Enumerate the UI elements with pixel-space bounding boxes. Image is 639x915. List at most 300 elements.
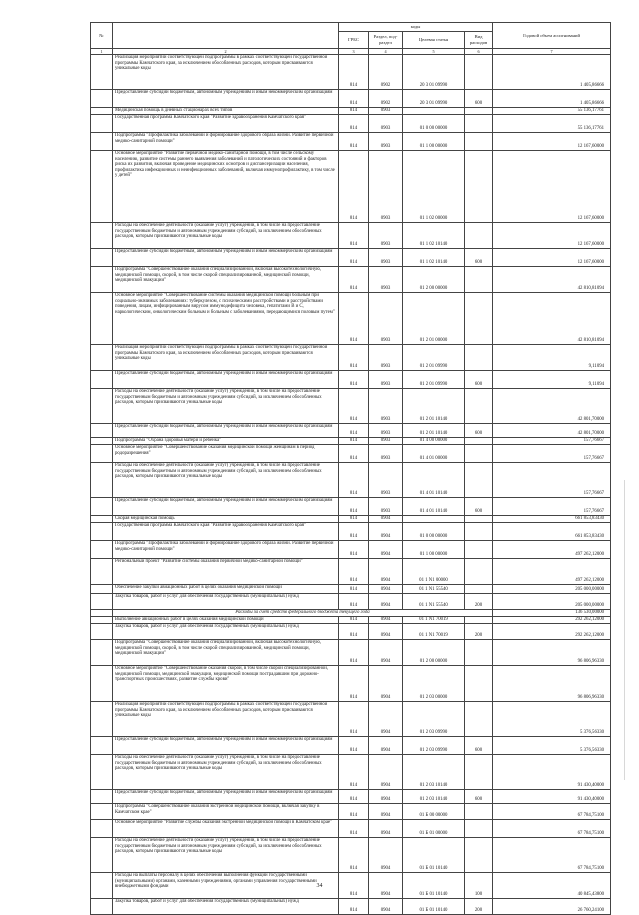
- cell-name: Основное мероприятие "Совершенствование оказания медицинской помощи женщинам в период родоразрешения": [113, 445, 339, 463]
- cell-amount: 157,76667: [493, 463, 611, 498]
- cell-name: Предоставление субсидий бюджетным, автономным учреждениям и иным некоммерческим организациям: [113, 371, 339, 389]
- cell-razdel: 0903: [369, 424, 403, 438]
- header-razdel: Раздел, под-раздел: [369, 32, 403, 49]
- cell-name: Основное мероприятие "Совершенствование оказания скорой, в том числе скорой специализированной, медицинской помощи, медицинской эвакуации, медицинской помощи пострадавшим при дорожно-транспортных происшествиях, развитие службы крови": [113, 666, 339, 702]
- cell-vid: [465, 585, 493, 594]
- cell-vid: [465, 151, 493, 223]
- cell-name: Расходы на обеспечение деятельности (оказание услуг) учреждений, в том числе на предоставление государственным бюджетным и автономным учреждениям субсидий, за исключением обособленных расходов, которым присваиваются уникальные коды: [113, 223, 339, 249]
- cell-vid: [465, 640, 493, 666]
- table-row: [91, 737, 611, 755]
- table-row: [91, 559, 611, 585]
- cell-grbs: 814: [339, 371, 369, 389]
- cell-razdel: 0903: [369, 267, 403, 293]
- cell-razdel: 0904: [369, 838, 403, 873]
- cell-amount: 12 167,60000: [493, 249, 611, 267]
- cell-grbs: 814: [339, 445, 369, 463]
- cell-vid: 600: [465, 90, 493, 108]
- cell-amount: 5 376,56330: [493, 702, 611, 737]
- cell-vid: [465, 223, 493, 249]
- cell-celevaya: 01 Б 00 00000: [403, 804, 465, 820]
- table-header: [91, 23, 611, 55]
- cell-num: [91, 755, 113, 790]
- cell-name: Подпрограмма "Совершенствование оказания специализированной, включая высокотехнологичную, медицинской помощи, скорой, в том числе скорой специализированной, медицинской помощи, медицинской эвакуации": [113, 640, 339, 666]
- cell-name: Закупка товаров, работ и услуг для обеспечения государственных (муниципальных) нужд: [113, 594, 339, 610]
- cell-grbs: 814: [339, 90, 369, 108]
- cell-num: [91, 133, 113, 151]
- cell-razdel: 0904: [369, 516, 403, 523]
- cell-celevaya: 01 2 03 00000: [403, 666, 465, 702]
- cell-razdel: 0903: [369, 445, 403, 463]
- cell-razdel: 0903: [369, 438, 403, 445]
- cell-name: Закупка товаров, работ и услуг для обеспечения государственных (муниципальных) нужд: [113, 624, 339, 640]
- cell-vid: [465, 516, 493, 523]
- cell-grbs: 814: [339, 617, 369, 624]
- cell-num: [91, 523, 113, 541]
- header-num: №: [91, 23, 113, 49]
- cell-name: Реализация мероприятий соответствующей подпрограммы в рамках соответствующей государственной программы Камчатского края, за исключением обособленных расходов, которым присваиваются уникальные коды: [113, 55, 339, 90]
- cell-amount: 12 167,60000: [493, 223, 611, 249]
- cell-celevaya: 01 1 00 00000: [403, 133, 465, 151]
- cell-name: Обеспечение закупки авиационных работ в целях оказания медицинской помощи: [113, 585, 339, 594]
- cell-razdel: 0903: [369, 389, 403, 424]
- cell-vid: 600: [465, 249, 493, 267]
- cell-num: [91, 702, 113, 737]
- cell-celevaya: [403, 108, 465, 115]
- cell-amount: 205 000,00000: [493, 594, 611, 610]
- cell-celevaya: 01 0 00 00000: [403, 523, 465, 541]
- cell-vid: [465, 523, 493, 541]
- cell-celevaya: 01 1 02 00000: [403, 151, 465, 223]
- header-celevaya: Целевая статья: [403, 32, 465, 49]
- cell-celevaya: 01 1 N1 00000: [403, 559, 465, 585]
- cell-celevaya: 01 1 00 00000: [403, 541, 465, 559]
- cell-vid: 600: [465, 737, 493, 755]
- cell-amount: 1 405,86666: [493, 55, 611, 90]
- cell-amount: 205 000,00000: [493, 585, 611, 594]
- table-row: [91, 293, 611, 345]
- cell-amount: 67 784,75100: [493, 804, 611, 820]
- cell-amount: 42 801,70000: [493, 389, 611, 424]
- cell-razdel: 0904: [369, 755, 403, 790]
- cell-amount: 67 784,75100: [493, 838, 611, 873]
- cell-num: [91, 389, 113, 424]
- table-row: [91, 702, 611, 737]
- cell-grbs: 814: [339, 838, 369, 873]
- cell-grbs: 814: [339, 267, 369, 293]
- cell-razdel: 0904: [369, 804, 403, 820]
- cell-amount: 42 810,81094: [493, 293, 611, 345]
- table-row: [91, 804, 611, 820]
- cell-num: [91, 90, 113, 108]
- cell-name: Основное мероприятие "Совершенствование системы оказания медицинской помощи больным при социально-значимых заболеваниях: туберкулезом, с психическими расстройствами и расстройствами поведения, лицам, инфицированным вирусом иммунодефицита человека, гепатитами В и С, наркологическим, онкологическим больным и больным с заболеваниями, передающимися половым путем": [113, 293, 339, 345]
- cell-grbs: 814: [339, 559, 369, 585]
- cell-celevaya: 01 2 01 00000: [403, 293, 465, 345]
- cell-celevaya: 01 2 01 10140: [403, 389, 465, 424]
- cell-num: [91, 640, 113, 666]
- table-row: [91, 666, 611, 702]
- cell-name: Медицинская помощь в дневных стационарах всех типов: [113, 108, 339, 115]
- table-row: [91, 640, 611, 666]
- cell-grbs: 814: [339, 293, 369, 345]
- cell-celevaya: 01 1 N1 70019: [403, 617, 465, 624]
- cell-num: [91, 594, 113, 610]
- table-row: [91, 899, 611, 915]
- cell-name: Предоставление субсидий бюджетным, автономным учреждениям и иным некоммерческим организациям: [113, 90, 339, 108]
- cell-name: Реализация мероприятий соответствующей подпрограммы в рамках соответствующей государственной программы Камчатского края, за исключением обособленных расходов, которым присваиваются уникальные коды: [113, 345, 339, 371]
- cell-grbs: 814: [339, 523, 369, 541]
- cell-num: [91, 498, 113, 516]
- cell-razdel: 0904: [369, 820, 403, 838]
- cell-amount: 42 810,81094: [493, 267, 611, 293]
- cell-celevaya: 01 1 02 10140: [403, 249, 465, 267]
- cell-grbs: 814: [339, 755, 369, 790]
- header-amount: Годовой объем ассигнований: [493, 23, 611, 49]
- cell-amount: 96 806,96330: [493, 666, 611, 702]
- cell-celevaya: 01 Б 01 10140: [403, 838, 465, 873]
- cell-celevaya: 01 2 03 09990: [403, 737, 465, 755]
- table-body: [91, 55, 611, 915]
- cell-name: Региональный проект "Развитие системы оказания первичной медико-санитарной помощи": [113, 559, 339, 585]
- cell-name: Подпрограмма "Охрана здоровья матери и ребенка": [113, 438, 339, 445]
- cell-razdel: 0904: [369, 873, 403, 899]
- cell-razdel: 0903: [369, 108, 403, 115]
- table-row: [91, 108, 611, 115]
- cell-name: Расходы на обеспечение деятельности (оказание услуг) учреждений, в том числе на предоставление государственным бюджетным и автономным учреждениям субсидий, за исключением обособленных расходов, которым присваиваются уникальные коды: [113, 755, 339, 790]
- cell-vid: 100: [465, 873, 493, 899]
- table-row: [91, 755, 611, 790]
- cell-vid: 600: [465, 371, 493, 389]
- cell-name: Предоставление субсидий бюджетным, автономным учреждениям и иным некоммерческим организациям: [113, 498, 339, 516]
- cell-grbs: 814: [339, 702, 369, 737]
- cell-razdel: 0903: [369, 223, 403, 249]
- table-row: [91, 820, 611, 838]
- cell-celevaya: 01 Б 01 10140: [403, 873, 465, 899]
- cell-vid: [465, 541, 493, 559]
- table-row: [91, 624, 611, 640]
- cell-razdel: 0903: [369, 498, 403, 516]
- cell-amount: 292 262,12000: [493, 617, 611, 624]
- cell-num: [91, 345, 113, 371]
- header-codes: коды: [339, 23, 493, 32]
- cell-vid: [465, 463, 493, 498]
- table-row: [91, 790, 611, 804]
- table-row: [91, 55, 611, 90]
- table-row: [91, 133, 611, 151]
- cell-celevaya: 01 2 00 00000: [403, 267, 465, 293]
- cell-vid: [465, 389, 493, 424]
- table-row: [91, 249, 611, 267]
- col-number: 2: [113, 49, 339, 55]
- cell-grbs: 814: [339, 594, 369, 610]
- cell-grbs: 814: [339, 624, 369, 640]
- cell-name: Расходы на выплаты персоналу в целях обеспечения выполнения функций государственными (муниципальными) органами, казенными учреждениями, органами управления государственными внебюджетными фондами: [113, 873, 339, 899]
- cell-grbs: 814: [339, 640, 369, 666]
- table-row: [91, 498, 611, 516]
- col-number: 4: [369, 49, 403, 55]
- cell-grbs: 814: [339, 438, 369, 445]
- cell-name: Подпрограмма "Профилактика заболеваний и формирование здорового образа жизни. Развитие первичной медико-санитарной помощи": [113, 133, 339, 151]
- header-name: [113, 23, 339, 49]
- cell-num: [91, 115, 113, 133]
- cell-celevaya: 01 1 N1 70019: [403, 624, 465, 640]
- cell-name: Скорая медицинская помощь: [113, 516, 339, 523]
- col-number: 7: [493, 49, 611, 55]
- table-row: [91, 90, 611, 108]
- cell-grbs: 814: [339, 345, 369, 371]
- cell-amount: 40 845,43800: [493, 873, 611, 899]
- cell-name: Предоставление субсидий бюджетным, автономным учреждениям и иным некоммерческим организациям: [113, 249, 339, 267]
- table-row: [91, 345, 611, 371]
- cell-amount: 26 760,24100: [493, 899, 611, 915]
- cell-vid: [465, 820, 493, 838]
- cell-num: [91, 899, 113, 915]
- cell-amount: 157,76667: [493, 498, 611, 516]
- cell-celevaya: 01 0 00 00000: [403, 115, 465, 133]
- cell-num: [91, 463, 113, 498]
- cell-name: Закупка товаров, работ и услуг для обеспечения государственных (муниципальных) нужд: [113, 899, 339, 915]
- cell-amount: 12 167,60000: [493, 151, 611, 223]
- cell-num: [91, 516, 113, 523]
- cell-celevaya: 01 2 01 09990: [403, 345, 465, 371]
- table-row: [91, 267, 611, 293]
- cell-num: [91, 541, 113, 559]
- cell-grbs: 814: [339, 820, 369, 838]
- table-row: [91, 223, 611, 249]
- cell-amount: 497 262,12000: [493, 541, 611, 559]
- cell-num: [91, 267, 113, 293]
- cell-name: Выполнение авиационных работ в целях оказания медицинской помощи: [113, 617, 339, 624]
- budget-note: Расходы за счет средств федерального бюджета текущего года: [113, 610, 493, 617]
- cell-razdel: 0904: [369, 737, 403, 755]
- col-number: 3: [339, 49, 369, 55]
- cell-name: Предоставление субсидий бюджетным, автономным учреждениям и иным некоммерческим организациям: [113, 424, 339, 438]
- cell-vid: 600: [465, 790, 493, 804]
- cell-name: Основное мероприятие "Развитие первичной медико-санитарной помощи, в том числе сельскому населению, развитие системы раннего выявления заболеваний и патологических состояний и факторов риска их развития, включая проведение медицинских осмотров и диспансеризации населения, профилактика инфекционных и неинфекционных заболеваний, включая иммунопрофилактику, в том числе у детей": [113, 151, 339, 223]
- cell-vid: [465, 702, 493, 737]
- cell-grbs: 814: [339, 541, 369, 559]
- table-row: [91, 389, 611, 424]
- cell-celevaya: 01 2 01 10140: [403, 424, 465, 438]
- cell-amount: 661 853,83430: [493, 523, 611, 541]
- cell-celevaya: 01 4 00 00000: [403, 438, 465, 445]
- cell-amount: 91 430,40000: [493, 790, 611, 804]
- cell-grbs: 814: [339, 424, 369, 438]
- cell-amount: 497 262,12000: [493, 559, 611, 585]
- cell-razdel: 0904: [369, 523, 403, 541]
- cell-celevaya: 01 Б 01 10140: [403, 899, 465, 915]
- cell-name: Основное мероприятие "Развитие службы оказания экстренной медицинской помощи в Камчатском крае": [113, 820, 339, 838]
- cell-num: [91, 737, 113, 755]
- cell-razdel: 0904: [369, 585, 403, 594]
- cell-num: [91, 617, 113, 624]
- col-number: 6: [465, 49, 493, 55]
- table-row: [91, 610, 611, 617]
- cell-amount: 12 167,60000: [493, 133, 611, 151]
- cell-celevaya: 01 2 03 10140: [403, 755, 465, 790]
- cell-razdel: 0904: [369, 640, 403, 666]
- cell-vid: [465, 804, 493, 820]
- cell-amount: 157,76667: [493, 445, 611, 463]
- cell-razdel: 0903: [369, 115, 403, 133]
- cell-razdel: 0902: [369, 90, 403, 108]
- cell-grbs: 814: [339, 55, 369, 90]
- cell-vid: [465, 267, 493, 293]
- table-row: [91, 151, 611, 223]
- cell-vid: 200: [465, 899, 493, 915]
- table-row: [91, 523, 611, 541]
- cell-num: [91, 223, 113, 249]
- cell-amount: 96 806,96330: [493, 640, 611, 666]
- cell-grbs: 814: [339, 223, 369, 249]
- col-number: 1: [91, 49, 113, 55]
- cell-num: [91, 108, 113, 115]
- cell-vid: [465, 559, 493, 585]
- cell-razdel: 0904: [369, 594, 403, 610]
- cell-num: [91, 55, 113, 90]
- cell-amount: 42 801,70000: [493, 424, 611, 438]
- cell-celevaya: 01 1 N1 55540: [403, 594, 465, 610]
- cell-celevaya: [403, 516, 465, 523]
- cell-grbs: 814: [339, 133, 369, 151]
- cell-amount: 1 405,86666: [493, 90, 611, 108]
- table-row: [91, 541, 611, 559]
- cell-num: [91, 249, 113, 267]
- cell-razdel: 0903: [369, 133, 403, 151]
- cell-grbs: 814: [339, 498, 369, 516]
- cell-razdel: 0904: [369, 624, 403, 640]
- cell-amount: 9,11094: [493, 371, 611, 389]
- cell-num: [91, 820, 113, 838]
- cell-razdel: 0904: [369, 702, 403, 737]
- cell-num: [91, 610, 113, 617]
- cell-num: [91, 804, 113, 820]
- cell-razdel: 0903: [369, 293, 403, 345]
- table-row: [91, 445, 611, 463]
- cell-razdel: 0904: [369, 790, 403, 804]
- table-row: [91, 516, 611, 523]
- cell-name: Предоставление субсидий бюджетным, автономным учреждениям и иным некоммерческим организациям: [113, 737, 339, 755]
- cell-name: Государственная программа Камчатского края "Развитие здравоохранения Камчатского края": [113, 115, 339, 133]
- cell-vid: [465, 115, 493, 133]
- cell-grbs: 814: [339, 249, 369, 267]
- cell-amount: 55 136,17761: [493, 115, 611, 133]
- cell-amount: 661 853,83430: [493, 516, 611, 523]
- cell-vid: [465, 108, 493, 115]
- cell-vid: [465, 617, 493, 624]
- cell-grbs: 814: [339, 585, 369, 594]
- cell-grbs: 814: [339, 108, 369, 115]
- cell-num: [91, 790, 113, 804]
- scan-edge-line: [624, 480, 625, 780]
- cell-razdel: 0903: [369, 371, 403, 389]
- cell-num: [91, 838, 113, 873]
- cell-razdel: 0904: [369, 666, 403, 702]
- cell-razdel: 0903: [369, 151, 403, 223]
- col-number: 5: [403, 49, 465, 55]
- page-number: 34: [316, 883, 323, 889]
- cell-num: [91, 371, 113, 389]
- table-row: [91, 115, 611, 133]
- cell-celevaya: 01 4 01 00000: [403, 445, 465, 463]
- cell-celevaya: 01 Б 01 00000: [403, 820, 465, 838]
- cell-celevaya: 01 2 00 00000: [403, 640, 465, 666]
- budget-table: [90, 22, 611, 915]
- cell-name: Расходы на обеспечение деятельности (оказание услуг) учреждений, в том числе на предоставление государственным бюджетным и автономным учреждениям субсидий, за исключением обособленных расходов, которым присваиваются уникальные коды: [113, 389, 339, 424]
- cell-grbs: 814: [339, 899, 369, 915]
- cell-celevaya: 01 4 01 10140: [403, 498, 465, 516]
- cell-grbs: 814: [339, 389, 369, 424]
- cell-grbs: 814: [339, 790, 369, 804]
- cell-grbs: 814: [339, 115, 369, 133]
- cell-grbs: 814: [339, 666, 369, 702]
- cell-celevaya: 01 2 01 09990: [403, 371, 465, 389]
- cell-name: Государственная программа Камчатского края "Развитие здравоохранения Камчатского края": [113, 523, 339, 541]
- cell-vid: [465, 55, 493, 90]
- header-vid: Вид расходов: [465, 32, 493, 49]
- cell-grbs: 814: [339, 737, 369, 755]
- cell-num: [91, 293, 113, 345]
- cell-vid: [465, 293, 493, 345]
- cell-celevaya: 01 1 N1 55540: [403, 585, 465, 594]
- cell-name: Расходы на обеспечение деятельности (оказание услуг) учреждений, в том числе на предоставление государственным бюджетным и автономным учреждениям субсидий, за исключением обособленных расходов, которым присваиваются уникальные коды: [113, 463, 339, 498]
- cell-vid: 200: [465, 624, 493, 640]
- cell-celevaya: 01 4 01 10140: [403, 463, 465, 498]
- cell-celevaya: 01 2 03 10140: [403, 790, 465, 804]
- table-row: [91, 424, 611, 438]
- header-grbs: ГРБС: [339, 32, 369, 49]
- cell-vid: 200: [465, 594, 493, 610]
- cell-num: [91, 151, 113, 223]
- table-row: [91, 594, 611, 610]
- cell-name: Подпрограмма "Совершенствование оказания экстренной медицинской помощи, включая закупку в Камчатском крае": [113, 804, 339, 820]
- cell-grbs: 814: [339, 463, 369, 498]
- cell-amount: 136 530,00000: [493, 610, 611, 617]
- cell-razdel: 0903: [369, 345, 403, 371]
- cell-razdel: 0904: [369, 899, 403, 915]
- cell-razdel: 0904: [369, 617, 403, 624]
- table-row: [91, 617, 611, 624]
- cell-celevaya: 20 3 01 09990: [403, 90, 465, 108]
- cell-vid: [465, 666, 493, 702]
- cell-num: [91, 445, 113, 463]
- cell-vid: [465, 438, 493, 445]
- table-row: [91, 371, 611, 389]
- cell-razdel: 0903: [369, 249, 403, 267]
- cell-vid: 600: [465, 424, 493, 438]
- cell-razdel: 0903: [369, 463, 403, 498]
- table-row: [91, 838, 611, 873]
- cell-num: [91, 424, 113, 438]
- cell-amount: 67 784,75100: [493, 820, 611, 838]
- cell-amount: 91 430,40000: [493, 755, 611, 790]
- cell-grbs: 814: [339, 516, 369, 523]
- cell-vid: [465, 345, 493, 371]
- cell-vid: 600: [465, 498, 493, 516]
- cell-amount: 9,11094: [493, 345, 611, 371]
- cell-celevaya: 01 2 03 09990: [403, 702, 465, 737]
- cell-num: [91, 624, 113, 640]
- cell-vid: [465, 445, 493, 463]
- cell-num: [91, 585, 113, 594]
- cell-grbs: 814: [339, 804, 369, 820]
- budget-table-page: [90, 22, 610, 915]
- table-row: [91, 585, 611, 594]
- cell-celevaya: 01 1 02 10140: [403, 223, 465, 249]
- cell-num: [91, 438, 113, 445]
- cell-amount: 157,76667: [493, 438, 611, 445]
- cell-vid: [465, 133, 493, 151]
- cell-grbs: 814: [339, 873, 369, 899]
